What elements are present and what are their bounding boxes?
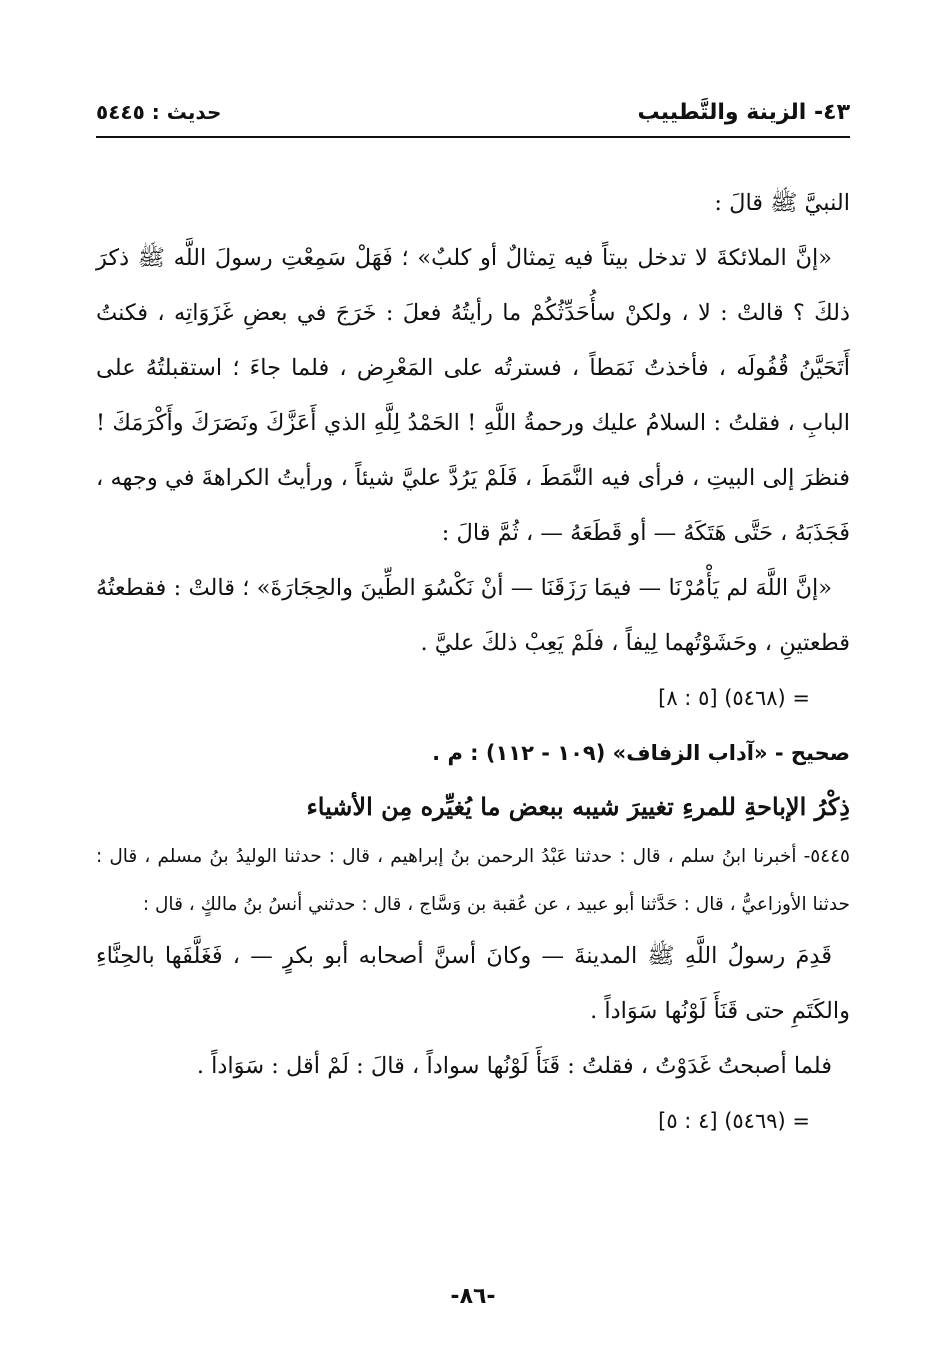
chapter-title: ٤٣- الزينة والتَّطييب <box>637 100 850 125</box>
hadith-paragraph-3: قَدِمَ رسولُ اللَّهِ ﷺ المدينةَ — وكانَ أسنَّ أصحابه أبو بكرٍ — ، فَغَلَّفَها بالحِنَّاءِ والكَتَمِ حتى قَنَأَ لَوْنُها سَوَاداً . <box>96 943 850 1024</box>
reference-line-1: = (٥٤٦٨) [٥ : ٨] <box>658 686 810 710</box>
hadith-number: حديث : ٥٤٤٥ <box>96 100 222 124</box>
section-title: ذِكْرُ الإباحةِ للمرءِ تغييرَ شيبه ببعض ما يُغيِّره مِن الأشياء <box>306 792 850 821</box>
grading-line: صحيح - «آداب الزفاف» (١٠٩ - ١١٢) : م . <box>432 741 850 765</box>
page-number: -٨٦- <box>450 1284 496 1309</box>
hadith-paragraph-1: «إنَّ الملائكةَ لا تدخل بيتاً فيه تِمثالٌ أو كلبٌ» ؛ فَهَلْ سَمِعْتِ رسولَ اللَّه ﷺ ذكرَ ذلكَ ؟ قالتْ : لا ، ولكنْ سأُحَدِّثُكُمْ ما رأيتُهُ فعلَ : خَرَجَ في بعضِ غَزَوَاتِه ، فكنتُ أَتَحَيَّنُ قُفُولَه ، فأخذتُ نَمَطاً ، فسترتُه على المَعْرِض ، فلما جاءَ ؛ استقبلتُهُ على البابِ ، فقلتُ : السلامُ عليك ورحمةُ اللَّهِ ! الحَمْدُ لِلَّهِ الذي أَعَزَّكَ ونَصَرَكَ وأَكْرَمَكَ ! فنظرَ إلى البيتِ ، فرأى فيه النَّمَطَ ، فَلَمْ يَرُدَّ عليَّ شيئاً ، ورأيتُ الكراهةَ في وجهه ، فَجَذَبَهُ ، حَتَّى هَتَكَهُ — أو قَطَعَهُ — ، ثُمَّ قالَ : <box>96 245 850 546</box>
hadith-paragraph-2: «إنَّ اللَّهَ لم يَأْمُرْنَا — فيمَا رَزَقَنَا — أنْ نَكْسُوَ الطِّينَ والحِجَارَةَ» ؛ قالتْ : فقطعتُهُ قطعتينِ ، وحَشَوْتُهما لِيفاً ، فلَمْ يَعِبْ ذلكَ عليَّ . <box>96 575 850 656</box>
isnad-paragraph: ٥٤٤٥- أخبرنا ابنُ سلم ، قال : حدثنا عَبْدُ الرحمن بنُ إبراهيم ، قال : حدثنا الوليدُ بنُ مسلم ، قال : حدثنا الأوزاعيُّ ، قال : حَدَّثنا أبو عبيد ، عن عُقبة بن وَسَّاج ، قال : حدثني أنسُ بنُ مالكٍ ، قال : <box>96 846 850 915</box>
book-page <box>96 96 850 1309</box>
reference-line-2: = (٥٤٦٩) [٤ : ٥] <box>658 1109 810 1133</box>
intro-line: النبيَّ ﷺ قالَ : <box>714 190 850 216</box>
running-header <box>96 96 850 138</box>
hadith-paragraph-4: فلما أصبحتُ غَدَوْتُ ، فقلتُ : قَنَأَ لَوْنُها سواداً ، قالَ : لَمْ أقل : سَوَاداً . <box>196 1053 832 1079</box>
page-body <box>96 176 850 1149</box>
